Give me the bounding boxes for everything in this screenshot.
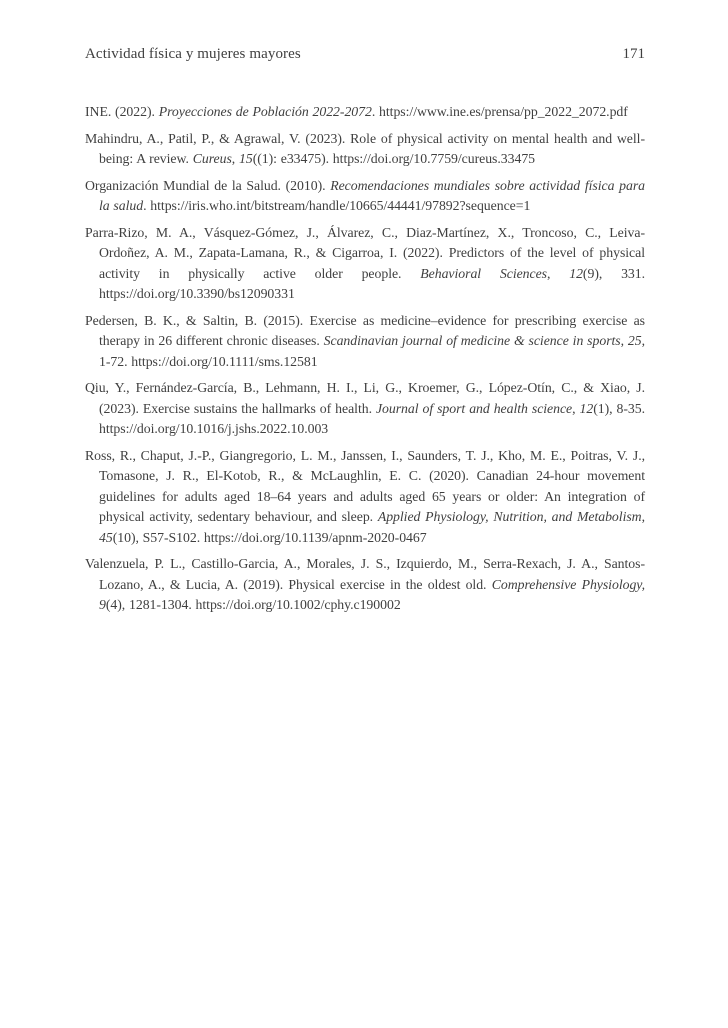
reference-text: Parra-Rizo, M. A., Vásquez-Gómez, J., Álvarez, C., Diaz-Martínez, X., Troncoso, C., Leiva-Ordoñez, A. M., Zapata-Lamana, R., & Cigarroa, I. (2022). Predictors of the level of physical activity in physically active older people. — [85, 224, 645, 281]
reference-italic-text: 12 — [579, 400, 594, 416]
reference-entry — [85, 223, 645, 305]
reference-italic-text: Applied Physiology, Nutrition, and Metabolism — [377, 509, 642, 524]
reference-entry — [85, 311, 645, 373]
reference-text: , — [231, 151, 239, 166]
reference-italic-text: 12 — [569, 265, 583, 281]
reference-italic-text: Recomendaciones mundiales sobre actividad física para la salud — [99, 177, 645, 213]
reference-entry — [85, 378, 645, 440]
reference-text: ((1): e33475). https://doi.org/10.7759/cureus.33475 — [252, 151, 536, 166]
reference-text: , — [620, 333, 628, 348]
reference-entry — [85, 129, 645, 170]
reference-text: (1), 8-35. https://doi.org/10.1016/j.jshs.2022.10.003 — [99, 400, 646, 436]
page-number: 171 — [622, 46, 645, 62]
reference-text: (4), 1281-1304. https://doi.org/10.1002/cphy.c190002 — [105, 597, 401, 612]
reference-italic-text: Proyecciones de Población 2022-2072 — [158, 104, 372, 119]
reference-text: , 1-72. https://doi.org/10.1111/sms.12581 — [99, 333, 646, 369]
reference-text: . https://iris.who.int/bitstream/handle/10665/44441/97892?sequence=1 — [143, 198, 531, 213]
reference-italic-text: Comprehensive Physiology, — [491, 576, 646, 592]
reference-entry — [85, 102, 645, 123]
page-header — [85, 45, 645, 64]
reference-text: , — [547, 265, 570, 281]
reference-italic-text: 9 — [99, 597, 106, 612]
reference-text: Valenzuela, P. L., Castillo-Garcia, A., Morales, J. S., Izquierdo, M., Serra-Rexach, J. A., Santos-Lozano, A., & Lucia, A. (2019). Physical exercise in the oldest old. — [85, 556, 645, 592]
references-list — [85, 102, 645, 622]
reference-italic-text: Behavioral Sciences — [420, 265, 547, 281]
reference-text: , — [572, 400, 580, 416]
reference-italic-text: 15 — [238, 151, 253, 166]
reference-italic-text: Scandinavian journal of medicine & science in sports — [323, 333, 621, 348]
reference-entry — [85, 176, 645, 217]
reference-text: Qiu, Y., Fernández-García, B., Lehmann, H. I., Li, G., Kroemer, G., López-Otín, C., & Xiao, J. (2023). Exercise sustains the hallmarks of health. — [85, 380, 645, 416]
reference-text: Ross, R., Chaput, J.-P., Giangregorio, L. M., Janssen, I., Saunders, T. J., Kho, M. E., Poitras, V. J., Tomasone, J. R., El-Kotob, R., & McLaughlin, E. C. (2020). Canadian 24-hour movement guidelines for adults aged 18–64 years and adults aged 65 years or older: An integration of physical activity, sedentary behaviour, and sleep. — [85, 447, 645, 524]
reference-italic-text: 45 — [99, 529, 113, 545]
reference-text: Organización Mundial de la Salud. (2010). — [85, 177, 331, 193]
running-title: Actividad física y mujeres mayores — [85, 46, 301, 62]
reference-entry — [85, 554, 645, 616]
reference-text: Mahindru, A., Patil, P., & Agrawal, V. (2023). Role of physical activity on mental health and well-being: A review. — [85, 130, 645, 166]
reference-italic-text: 25 — [627, 333, 642, 348]
reference-text: (9), 331. https://doi.org/10.3390/bs12090331 — [99, 265, 646, 301]
reference-italic-text: Cureus — [192, 151, 232, 166]
reference-text: (10), S57-S102. https://doi.org/10.1139/apnm-2020-0467 — [112, 529, 427, 545]
reference-text: INE. (2022). — [85, 104, 159, 119]
reference-text: . https://www.ine.es/prensa/pp_2022_2072.pdf — [371, 104, 628, 119]
reference-italic-text: Journal of sport and health science — [375, 400, 573, 416]
reference-text: , — [641, 509, 645, 524]
reference-text: Pedersen, B. K., & Saltin, B. (2015). Exercise as medicine–evidence for prescribing exercise as therapy in 26 different chronic diseases. — [85, 312, 645, 348]
reference-entry — [85, 446, 645, 549]
